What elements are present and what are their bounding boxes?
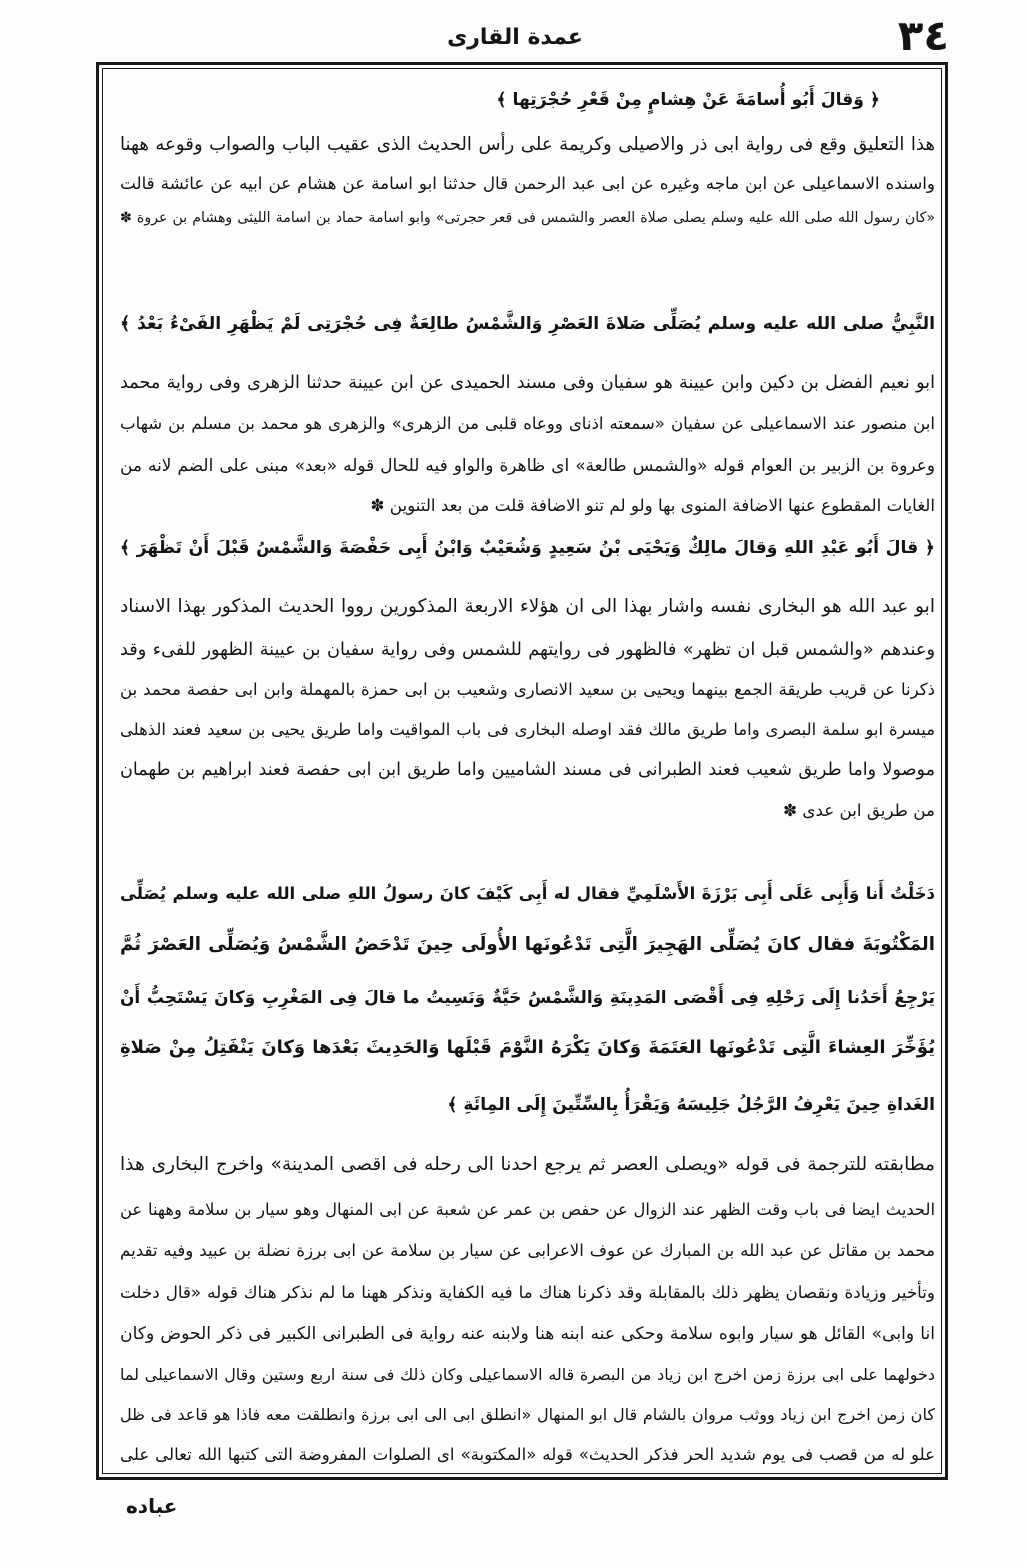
line-text: «كان رسول الله صلى الله عليه وسلم يصلى صلاة العصر والشمس فى قعر حجرتى» وابو اسامة حماد بن اسامة الليثى وهشام بن عروة ✽ bbox=[120, 210, 935, 226]
line-text: ابو نعيم الفضل بن دكين وابن عيينة هو سفيان وفى مسند الحميدى عن ابن عيينة حدثنا الزهرى وفى رواية محمد bbox=[120, 373, 935, 393]
line-text: مطابقته للترجمة فى قوله «ويصلى العصر ثم يرجع احدنا الى رحله فى اقصى المدينة» واخرج البخارى هذا bbox=[120, 1154, 935, 1175]
line-text: محمد بن مقاتل عن عبد الله بن المبارك عن عوف الاعرابى عن سيار بن سلامة عن ابى برزة نضلة بن عبيد وفيه تقديم bbox=[120, 1241, 935, 1260]
line-text: يُؤَخِّرَ العِشاءَ الَّتِى تَدْعُونَها العَتَمَةَ وَكانَ يَكْرَهُ النَّوْمَ قَبْلَها وَالحَدِيثَ بَعْدَها وَكانَ يَنْفَتِلُ مِنْ صَلاةِ bbox=[120, 1037, 935, 1058]
catchword: عباده bbox=[126, 1494, 178, 1518]
commentary-line bbox=[120, 405, 935, 443]
commentary-line bbox=[120, 1315, 935, 1353]
commentary-line bbox=[120, 199, 935, 237]
line-text: كان زمن اخرج ابن زياد ووثب مروان بالشام قال ابو المنهال «انطلق ابى الى ابى برزة وانطلقت معه فاذا هو قاعد فى ظل bbox=[120, 1405, 935, 1424]
line-text: الغَداةِ حِينَ يَعْرِفُ الرَّجُلُ جَلِيسَهُ وَيَقْرَأُ بِالسِّتِّينَ إِلَى المِائَةِ ﴾ bbox=[447, 1095, 935, 1115]
commentary-line bbox=[120, 1273, 935, 1311]
page-number: ٣٤ bbox=[897, 11, 949, 60]
line-text: دَخَلْتُ أَنا وَأَبِى عَلَى أَبِى بَرْزَةَ الأَسْلَمِيِّ فقال له أَبِى كَيْفَ كانَ رسولُ اللهِ صلى الله عليه وسلم يُصَلِّى bbox=[120, 884, 935, 903]
commentary-line bbox=[120, 1436, 935, 1474]
line-text: يَرْجِعُ أَحَدُنا إِلَى رَحْلِهِ فِى أَقْصَى المَدِينَةِ وَالشَّمْسُ حَيَّةٌ وَنَسِيتُ ما قالَ فِى المَغْرِبِ وَكانَ يَسْتَحِبُّ أَنْ bbox=[120, 987, 935, 1007]
commentary-line bbox=[120, 1396, 935, 1434]
commentary-line bbox=[120, 791, 935, 829]
commentary-line bbox=[120, 1232, 935, 1270]
commentary-line bbox=[120, 164, 935, 202]
line-text: واسنده الاسماعيلى عن ابن ماجه وغيره عن ابى عبد الرحمن قال حدثنا ابو اسامة عن هشام عن ابيه عن عائشة قالت bbox=[120, 173, 935, 193]
line-text: من طريق ابن عدى ✽ bbox=[783, 800, 935, 820]
hadith-line bbox=[120, 875, 935, 913]
line-text: ذكرنا عن قريب طريقة الجمع بينهما ويحيى بن سعيد الانصارى وشعيب بن ابى حمزة بالمهملة وابن ابى حفصة محمد بن bbox=[120, 680, 935, 699]
line-text: النَّبِيُّ صلى الله عليه وسلم يُصَلِّى صَلاةَ العَصْرِ وَالشَّمْسُ طالِعَةٌ فِى حُجْرَتِى لَمْ يَظْهَرِ الفَىْءُ بَعْدُ ﴾ bbox=[120, 314, 935, 334]
commentary-line bbox=[120, 364, 935, 402]
line-text: المَكْتُوبَةَ فقال كانَ يُصَلِّى الهَجِيرَ الَّتِى تَدْعُونَها الأُولَى حِينَ تَدْحَضُ الشَّمْسُ وَيُصَلِّى العَصْرَ ثُمَّ bbox=[120, 934, 935, 955]
commentary-line bbox=[120, 671, 935, 709]
line-text: هذا التعليق وقع فى رواية ابى ذر والاصيلى وكريمة على رأس الحديث الذى عقيب الباب والصواب وقوعه ههنا bbox=[120, 134, 935, 155]
hadith-heading bbox=[140, 81, 880, 119]
commentary-line bbox=[120, 711, 935, 749]
line-text: ﴿ وَقالَ أَبُو أُسامَةَ عَنْ هِشامٍ مِنْ قَعْرِ حُجْرَتِها ﴾ bbox=[496, 90, 880, 110]
line-text: ﴿ قالَ أَبُو عَبْدِ اللهِ وَقالَ مالِكٌ وَيَحْيَى بْنُ سَعِيدٍ وَشُعَيْبٌ وَابْنُ أَبِى حَفْصَةَ وَالشَّمْسُ قَبْلَ أَنْ تَظْهَرَ ﴾ bbox=[120, 538, 935, 558]
hadith-heading bbox=[120, 529, 935, 567]
line-text: علو له من قصب فى يوم شديد الحر فذكر الحديث» قوله «المكتوبة» اى الصلوات المفروضة التى كتبها الله تعالى على bbox=[120, 1445, 935, 1464]
hadith-line bbox=[120, 830, 935, 868]
hadith-line bbox=[120, 978, 935, 1016]
hadith-line bbox=[120, 926, 935, 964]
running-title: عمدة القارى bbox=[447, 25, 583, 50]
hadith-line bbox=[120, 305, 935, 343]
line-text: ميسرة ابو سلمة البصرى واما طريق مالك فقد اوصله البخارى فى باب المواقيت واما طريق يحيى بن سعيد فعند الذهلى bbox=[120, 720, 935, 739]
line-text: انا وابى» القائل هو سيار وابوه سلامة وحكى عنه ابنه هنا ولابنه عنه رواية فى الطبرانى الكبير فى ذكر الحوض وكان bbox=[120, 1324, 935, 1344]
line-text: وتأخير وزيادة ونقصان يظهر ذلك بالمقابلة وقد ذكرنا هناك ما فيه الكفاية ونذكر ههنا ما لم نذكر هناك قوله «قال دخلت bbox=[120, 1282, 935, 1302]
line-text: موصولا واما طريق شعيب فعند الطبرانى فى مسند الشاميين واما طريق ابن ابى حفصة فعند ابراهيم بن طهمان bbox=[120, 760, 935, 780]
hadith-line bbox=[120, 247, 935, 285]
line-text: الحديث ايضا فى باب وقت الظهر عند الزوال عن حفص بن عمر عن شعبة عن ابى المنهال وهو سيار بن سلامة وههنا عن bbox=[120, 1200, 935, 1219]
commentary-line bbox=[120, 588, 935, 626]
line-text: دخولهما على ابى برزة زمن اخرج ابن زياد من البصرة قاله الاسماعيلى وكان ذلك فى سنة اربع وستين وقال الاسماعيلى لما bbox=[120, 1365, 935, 1384]
line-text: الغايات المقطوع عنها الاضافة المنوى بها ولو لم تنو الاضافة قلت من بعد التنوين ✽ bbox=[370, 495, 935, 515]
line-text: ابن منصور عند الاسماعيلى عن سفيان «سمعته اذناى ووعاه قلبى من الزهرى» والزهرى هو محمد بن مسلم بن شهاب bbox=[120, 414, 935, 433]
hadith-line bbox=[120, 1029, 935, 1067]
commentary-line bbox=[120, 126, 935, 164]
line-text: ابو عبد الله هو البخارى نفسه واشار بهذا الى ان هؤلاء الاربعة المذكورين رووا الحديث المذكور بهذا الاسناد bbox=[120, 596, 935, 617]
commentary-line bbox=[120, 446, 935, 484]
line-text: وعندهم «والشمس قبل ان تظهر» فالظهور فى روايتهم للشمس وفى رواية سفيان بن عيينة الظهور للفىء وقد bbox=[120, 640, 935, 660]
commentary-line bbox=[120, 751, 935, 789]
hadith-line bbox=[120, 1086, 935, 1124]
commentary-line bbox=[120, 1191, 935, 1229]
commentary-line bbox=[120, 631, 935, 669]
commentary-line bbox=[120, 486, 935, 524]
line-text: وعروة بن الزبير بن العوام قوله «والشمس طالعة» اى ظاهرة والواو فيه للحال قوله «بعد» مبنى على الضم لانه من bbox=[120, 455, 935, 475]
commentary-line bbox=[120, 1146, 935, 1184]
commentary-line bbox=[120, 1356, 935, 1394]
